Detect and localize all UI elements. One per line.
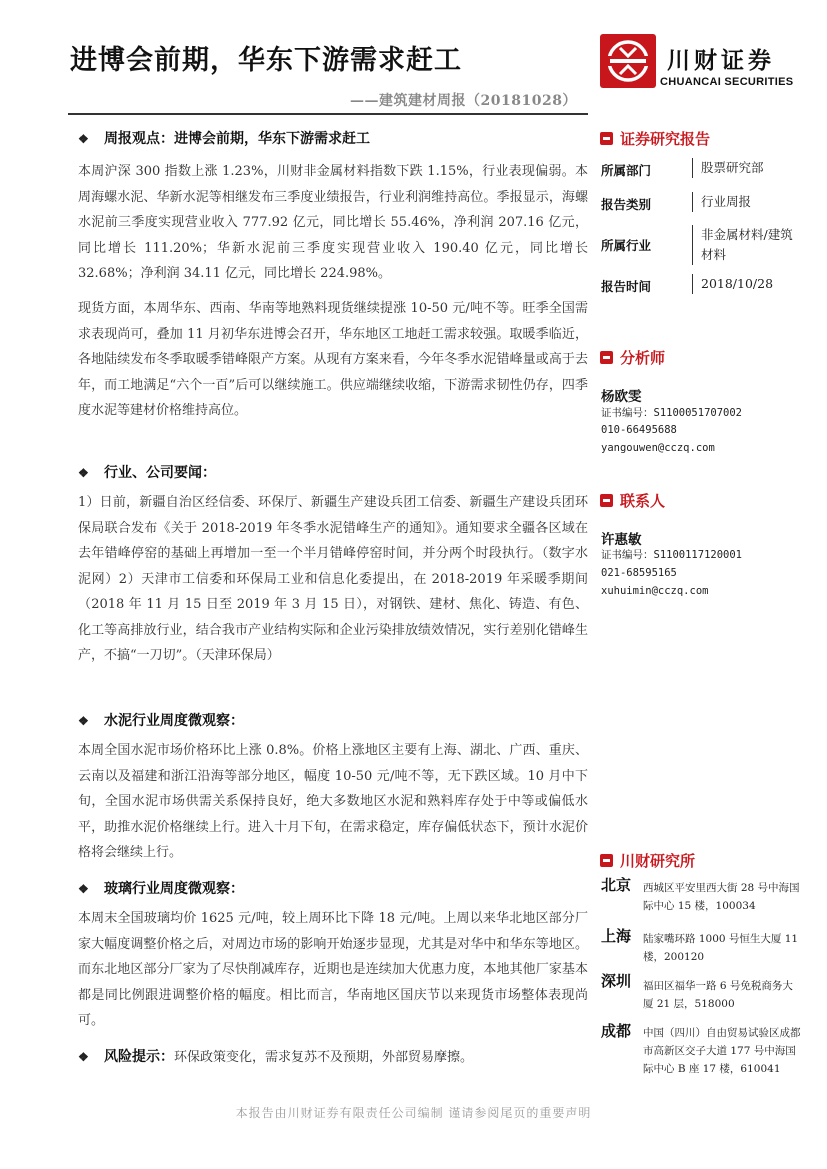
analyst-email[interactable]: yangouwen@cczq.com (601, 442, 715, 454)
analyst-name: 杨欧雯 (601, 389, 642, 405)
diamond-bullet-icon: ❖ (78, 1050, 89, 1064)
weekly-view-paragraph-2: 现货方面，本周华东、西南、华南等地熟料现货继续提涨 10-50 元/吨不等。旺季全国需求表现尚可，叠加 11 月初华东进博会召开，华东地区工地赶工需求较强。取暖季临近，各地陆续发布冬季取暖季错峰限产方案。从现有方案来看，今年冬季水泥错峰量或高于去年，而工地满足“六个一百”后可以继续施工。供应端继续收缩，下游需求韧性仍存，四季度水泥等建材价格维持高位。 (78, 301, 588, 418)
risk-label: 风险提示： (104, 1049, 174, 1065)
weekly-view-paragraph-1: 本周沪深 300 指数上涨 1.23%，川财非金属材料指数下跌 1.15%，行业表现偏弱。本周海螺水泥、华新水泥等相继发布三季度业绩报告，行业利润维持高位。季报显示，海螺水泥前三季度实现营业收入 777.92 亿元，同比增长 55.46%，净利润 207.16 亿元，同比增长 111.20%；华新水泥前三季度实现营业收入 190.40 亿元，同比增长 32.68%；净利润 34.11 亿元，同比增长 224.98%。 (78, 164, 588, 281)
section-heading-news: ❖ 行业、公司要闻： (78, 465, 216, 481)
office-address-chengdu: 中国（四川）自由贸易试验区成都市高新区交子大道 177 号中海国际中心 B 座 17 楼，610041 (643, 1027, 801, 1075)
info-label-category: 报告类别 (601, 197, 652, 212)
risk-text: 环保政策变化，需求复苏不及预期，外部贸易摩擦。 (174, 1050, 474, 1065)
section-heading-glass: ❖ 玻璃行业周度微观察： (78, 881, 244, 897)
analyst-phone: 010-66495688 (601, 424, 677, 436)
sidebar-heading-report: 证券研究报告 (600, 128, 710, 149)
office-address-shenzhen: 福田区福华一路 6 号免税商务大厦 21 层，518000 (643, 980, 793, 1010)
info-label-date: 报告时间 (601, 279, 652, 294)
footer-disclaimer: 本报告由川财证券有限责任公司编制 谨请参阅尾页的重要声明 (235, 1106, 592, 1120)
office-city-shanghai: 上海 (601, 927, 632, 945)
section-heading-cement: ❖ 水泥行业周度微观察： (78, 713, 244, 729)
report-subtitle: ——建筑建材周报（20181028） (350, 93, 577, 109)
header-rule (68, 113, 588, 115)
cement-paragraph: 本周全国水泥市场价格环比上涨 0.8%。价格上涨地区主要有上海、湖北、广西、重庆、云南以及福建和浙江沿海等部分地区，幅度 10-50 元/吨不等，无下跌区域。10 月中下旬，全国水泥市场供需关系保持良好，绝大多数地区水泥和熟料库存处于中等或偏低水平，助推水泥价格继续上行。进入十月下旬，在需求稳定，库存偏低状态下，预计水泥价格将会继续上行。 (78, 743, 588, 860)
company-name-en: CHUANCAI SECURITIES (660, 76, 794, 88)
report-title: 进博会前期，华东下游需求赶工 (70, 45, 462, 76)
diamond-bullet-icon: ❖ (78, 714, 89, 728)
office-city-chengdu: 成都 (601, 1022, 632, 1040)
contact-name: 许惠敏 (601, 532, 642, 548)
company-name-cn: 川财证券 (667, 48, 775, 74)
contact-icon (600, 494, 613, 507)
info-label-industry: 所属行业 (601, 238, 652, 253)
diamond-bullet-icon: ❖ (78, 132, 89, 146)
news-paragraph: 1）日前，新疆自治区经信委、环保厅、新疆生产建设兵团工信委、新疆生产建设兵团环保局联合发布《关于 2018-2019 年冬季水泥错峰生产的通知》。通知要求全疆各区域在去年错峰停窑的基础上再增加一至一个半月错峰停窑时间，并分两个时段执行。（数字水泥网）2）天津市工信委和环保局工业和信息化委提出，在 2018-2019 年采暖季期间（2018 年 11 月 15 日至 2019 年 3 月 15 日），对钢铁、建材、焦化、铸造、有色、化工等高排放行业，结合我市产业结构实际和企业污染排放绩效情况，实行差别化错峰生产，不搞“一刀切”。（天津环保局） (78, 495, 588, 663)
sidebar-heading-analyst: 分析师 (600, 347, 665, 368)
diamond-bullet-icon: ❖ (78, 882, 89, 896)
sidebar-heading-contact: 联系人 (600, 490, 665, 511)
office-address-shanghai: 陆家嘴环路 1000 号恒生大厦 11 楼，200120 (643, 933, 799, 963)
risk-warning (78, 1046, 473, 1066)
contact-phone: 021-68595165 (601, 567, 677, 579)
contact-cert: 证书编号：S1100117120001 (601, 549, 743, 561)
info-value-date: 2018/10/28 (692, 274, 773, 294)
contact-email[interactable]: xuhuimin@cczq.com (601, 585, 709, 597)
sidebar-heading-institute: 川财研究所 (600, 850, 695, 871)
info-value-industry: 非金属材料/建筑材料 (692, 225, 801, 265)
report-icon (600, 132, 613, 145)
section-heading-weekly-view: ❖ 周报观点：进博会前期，华东下游需求赶工 (78, 131, 370, 147)
analyst-icon (600, 351, 613, 364)
institute-icon (600, 854, 613, 867)
info-value-department: 股票研究部 (692, 158, 764, 178)
glass-paragraph: 本周末全国玻璃均价 1625 元/吨，较上周环比下降 18 元/吨。上周以来华北地区部分厂家大幅度调整价格之后，对周边市场的影响开始逐步显现，尤其是对华中和华东等地区。而东北地区部分厂家为了尽快削减库存，近期也是连续加大优惠力度，本地其他厂家基本都是同比例跟进调整价格的幅度。相比而言，华南地区国庆节以来现货市场整体表现尚可。 (78, 911, 588, 1028)
office-city-shenzhen: 深圳 (601, 972, 632, 990)
info-value-category: 行业周报 (692, 192, 751, 212)
company-logo-icon (600, 34, 656, 88)
analyst-cert: 证书编号：S1100051707002 (601, 407, 743, 419)
office-city-beijing: 北京 (601, 876, 632, 894)
info-label-department: 所属部门 (601, 163, 652, 178)
office-address-beijing: 西城区平安里西大街 28 号中海国际中心 15 楼，100034 (643, 882, 800, 912)
diamond-bullet-icon: ❖ (78, 466, 89, 480)
